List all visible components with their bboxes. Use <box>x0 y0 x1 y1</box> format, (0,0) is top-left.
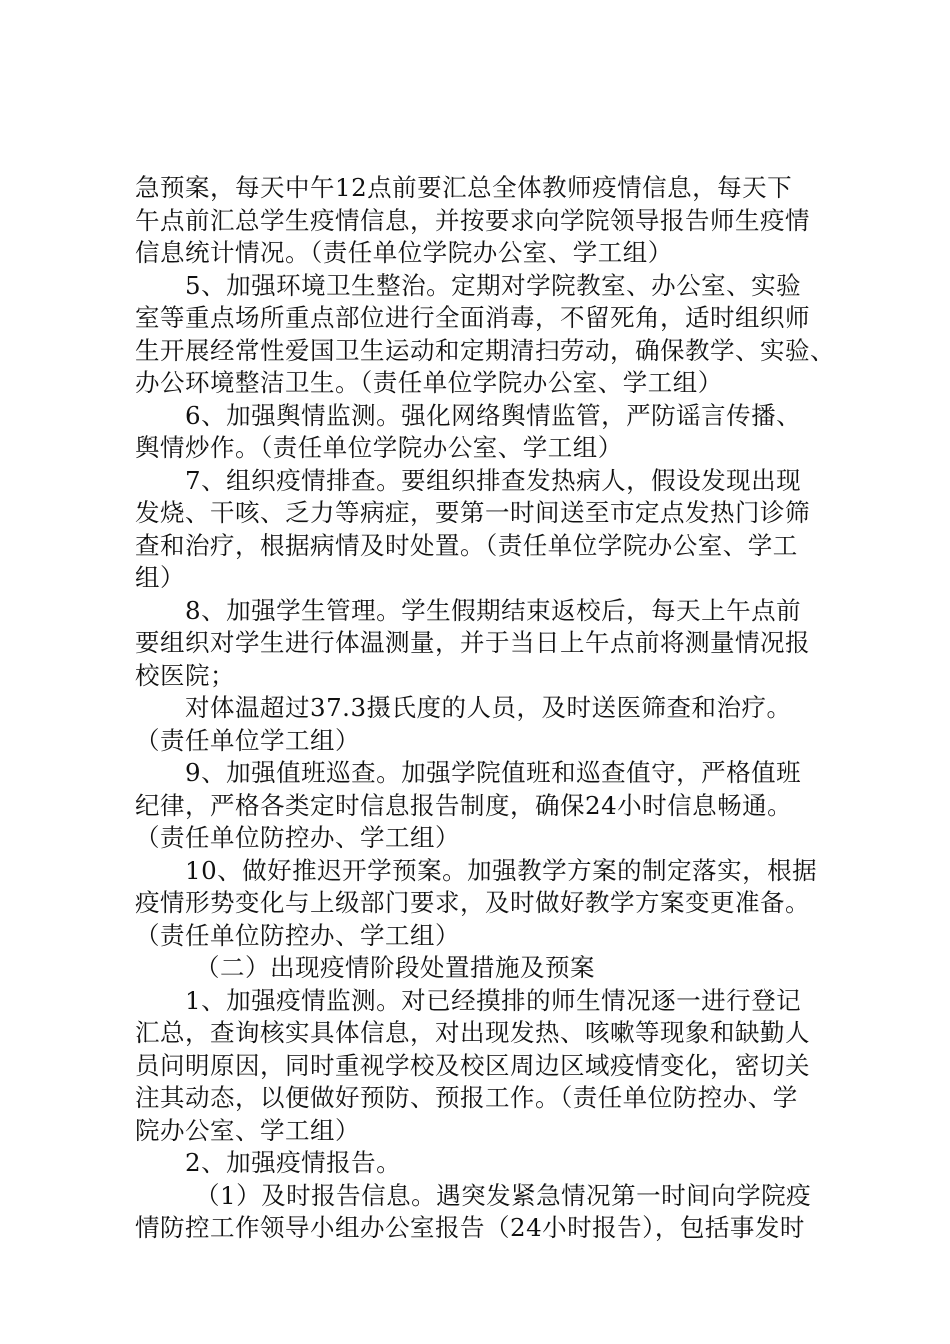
text-line: 疫情形势变化与上级部门要求，及时做好教学方案变更准备。 <box>135 888 810 917</box>
text-line: （责任单位防控办、学工组） <box>135 823 460 852</box>
text-line: 急预案，每天中午12点前要汇总全体教师疫情信息，每天下 <box>135 173 793 202</box>
text-line: 8、加强学生管理。学生假期结束返校后，每天上午点前 <box>185 595 802 625</box>
text-line: 信息统计情况。（责任单位学院办公室、学工组） <box>135 238 673 267</box>
text-line: 要组织对学生进行体温测量，并于当日上午点前将测量情况报 <box>135 628 810 657</box>
text-line: （责任单位防控办、学工组） <box>135 920 460 950</box>
text-line: 1、加强疫情监测。对已经摸排的师生情况逐一进行登记 <box>185 985 802 1015</box>
text-line: 校医院； <box>135 660 235 690</box>
text-line: 汇总，查询核实具体信息，对出现发热、咳嗽等现象和缺勤人 <box>135 1018 810 1047</box>
text-line: 院办公室、学工组） <box>135 1115 360 1145</box>
text-line: 发烧、干咳、乏力等病症，要第一时间送至市定点发热门诊筛 <box>135 498 810 527</box>
text-line: 7、组织疫情排查。要组织排查发热病人，假设发现出现 <box>185 465 802 495</box>
text-line: 纪律，严格各类定时信息报告制度，确保24小时信息畅通。 <box>135 790 793 820</box>
text-line: 办公环境整洁卫生。（责任单位学院办公室、学工组） <box>135 368 723 397</box>
text-line: 组） <box>135 563 185 592</box>
text-line: 注其动态，以便做好预防、预报工作。（责任单位防控办、学 <box>135 1083 798 1112</box>
text-line: 舆情炒作。（责任单位学院办公室、学工组） <box>135 433 623 462</box>
text-line: （1）及时报告信息。遇突发紧急情况第一时间向学院疫 <box>195 1180 812 1210</box>
text-line: 9、加强值班巡查。加强学院值班和巡查值守，严格值班 <box>185 758 802 787</box>
document-body <box>135 172 835 1245</box>
text-line: 午点前汇总学生疫情信息，并按要求向学院领导报告师生疫情 <box>135 205 810 235</box>
text-line: 情防控工作领导小组办公室报告（24小时报告），包括事发时 <box>135 1213 805 1242</box>
text-line: 2、加强疫情报告。 <box>185 1148 402 1177</box>
text-line: 员问明原因，同时重视学校及校区周边区域疫情变化，密切关 <box>135 1050 810 1080</box>
text-line: 6、加强舆情监测。强化网络舆情监管，严防谣言传播、 <box>185 400 802 430</box>
text-line: 对体温超过37.3摄氏度的人员，及时送医筛查和治疗。 <box>185 693 792 722</box>
text-line: 5、加强环境卫生整治。定期对学院教室、办公室、实验 <box>185 270 802 300</box>
section-heading: （二）出现疫情阶段处置措施及预案 <box>195 953 595 982</box>
text-line: 查和治疗，根据病情及时处置。（责任单位学院办公室、学工 <box>135 530 798 560</box>
text-line: 室等重点场所重点部位进行全面消毒，不留死角，适时组织师 <box>135 303 810 332</box>
text-line: （责任单位学工组） <box>135 725 360 755</box>
text-line: 生开展经常性爱国卫生运动和定期清扫劳动，确保教学、实验、 <box>135 335 835 365</box>
text-line: 10、做好推迟开学预案。加强教学方案的制定落实，根据 <box>185 855 818 885</box>
